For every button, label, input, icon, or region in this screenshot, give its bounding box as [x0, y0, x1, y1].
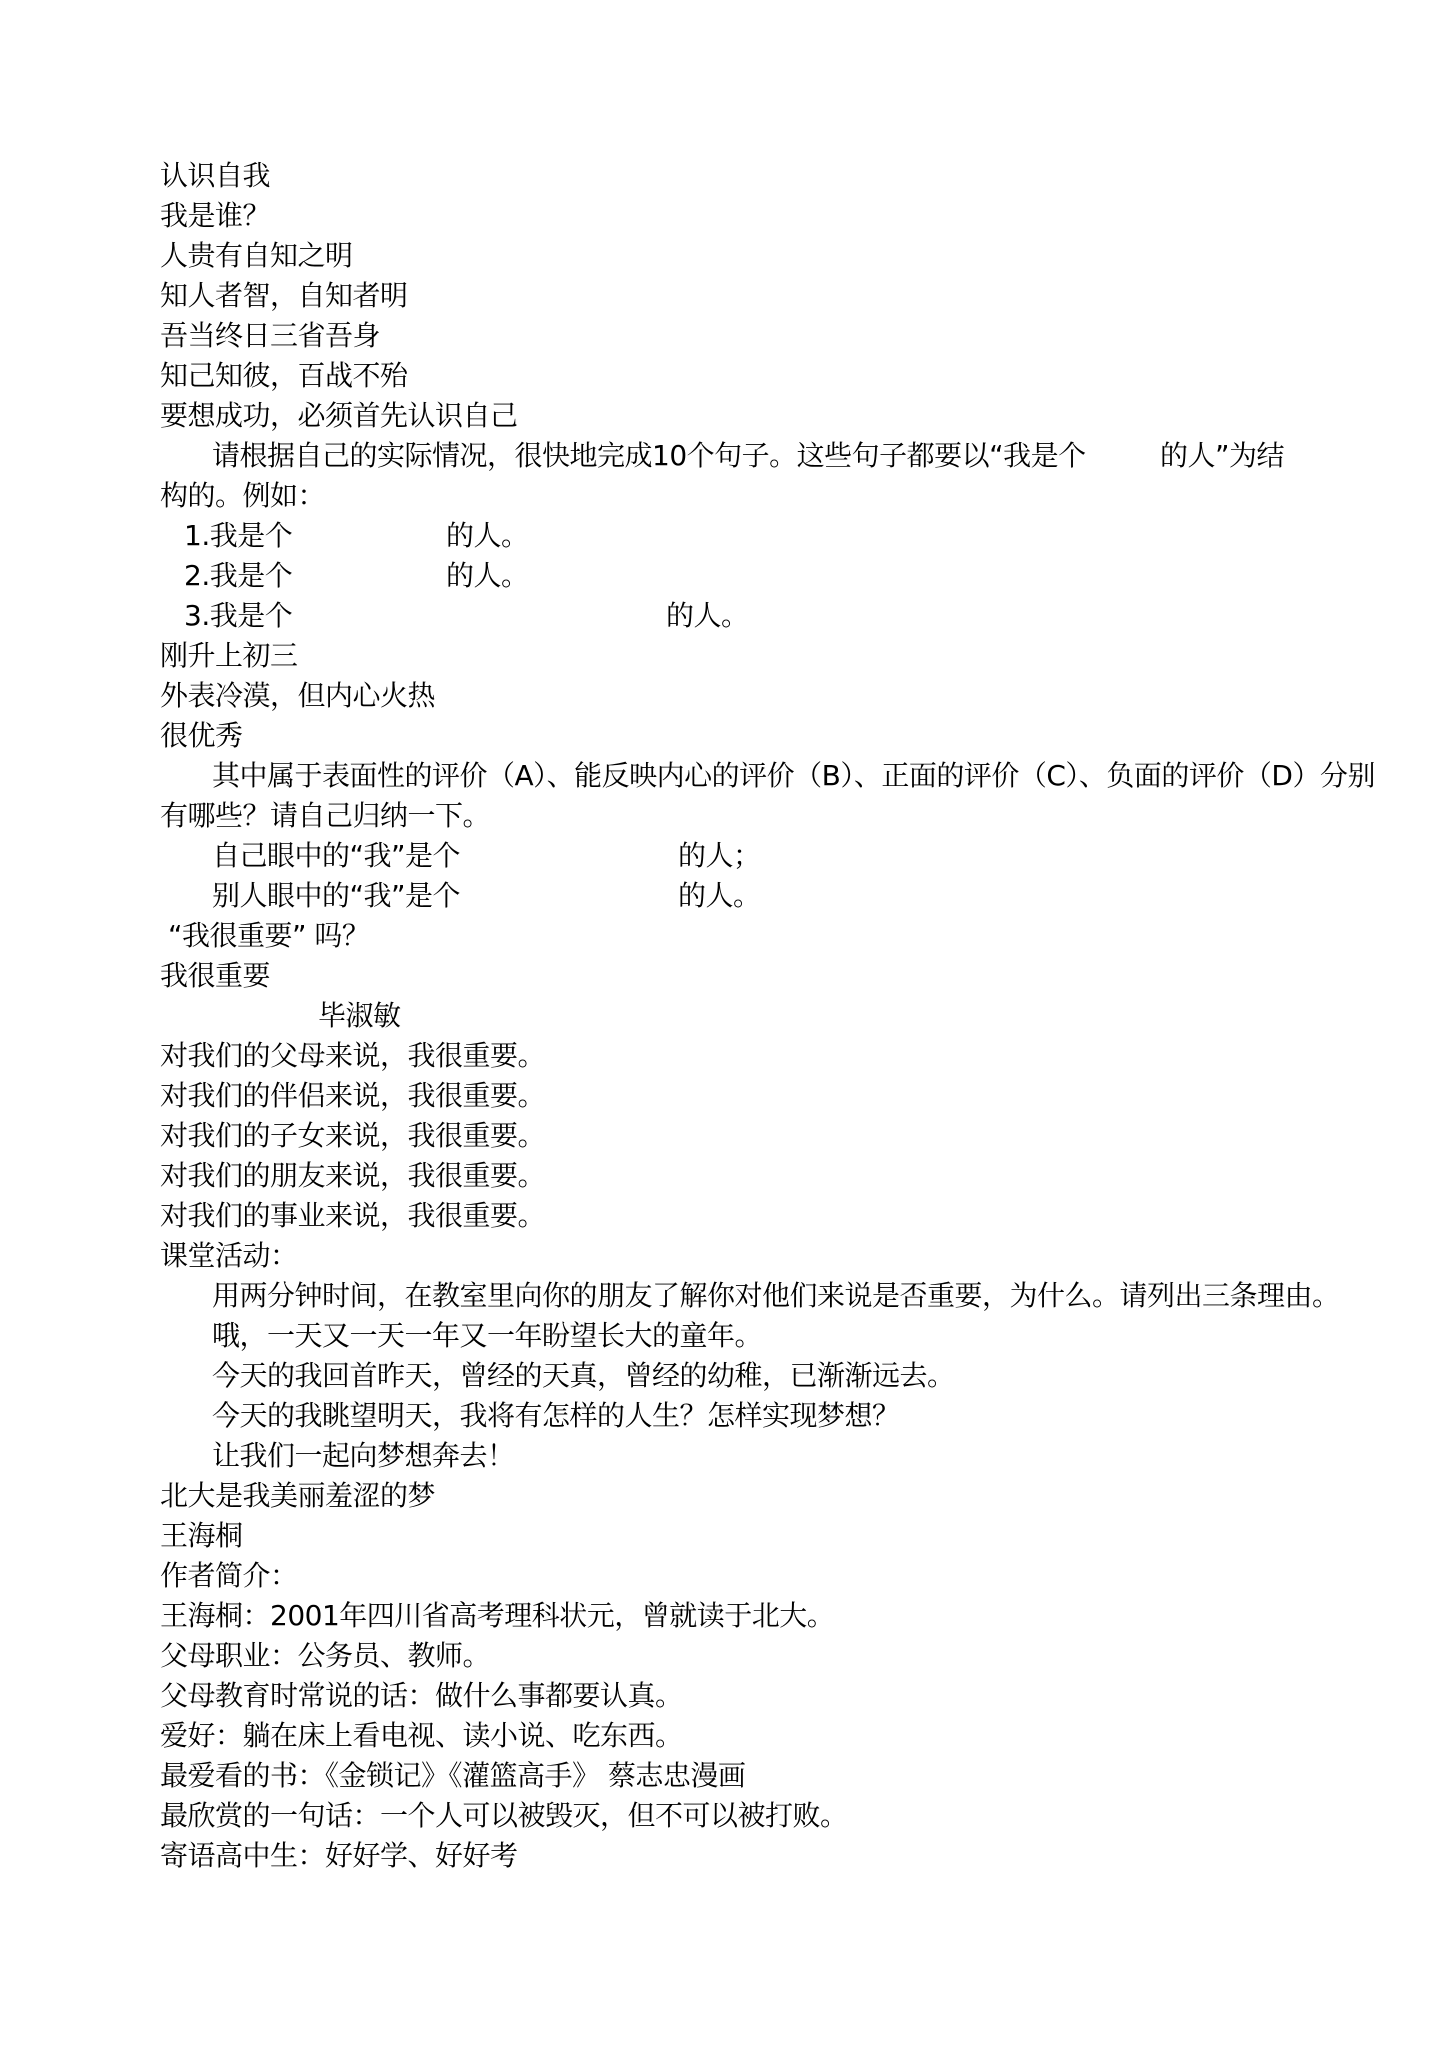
essay-line: 对我们的朋友来说，我很重要。 — [160, 1159, 546, 1192]
author-intro-line: 王海桐：2001年四川省高考理科状元，曾就读于北大。 — [160, 1599, 835, 1632]
self-view-start: 自己眼中的“我”是个 — [212, 839, 461, 872]
heading-recognize-self: 认识自我 — [160, 159, 271, 192]
example-end: 的人。 — [446, 519, 529, 552]
example-start: 1.我是个 — [184, 519, 293, 552]
question-am-i-important: “我很重要” 吗？ — [168, 919, 370, 952]
essay-author: 毕淑敏 — [318, 999, 401, 1032]
author-intro-line: 爱好：躺在床上看电视、读小说、吃东西。 — [160, 1719, 683, 1752]
reflection-line: 哦，一天又一天一年又一年盼望长大的童年。 — [212, 1319, 763, 1352]
self-description: 外表冷漠，但内心火热 — [160, 679, 436, 712]
example-end: 的人。 — [666, 599, 749, 632]
self-view-sentence — [0, 838, 1450, 874]
proverb-line: 知己知彼，百战不殆 — [160, 359, 408, 392]
author-intro-line: 最欣赏的一句话：一个人可以被毁灭，但不可以被打败。 — [160, 1799, 848, 1832]
essay-title: 我很重要 — [160, 959, 271, 992]
author-intro-line: 父母职业：公务员、教师。 — [160, 1639, 491, 1672]
others-view-sentence — [0, 878, 1450, 914]
essay-line: 对我们的事业来说，我很重要。 — [160, 1199, 546, 1232]
author-intro-line: 最爱看的书：《金锁记》《灌篮高手》 蔡志忠漫画 — [160, 1759, 746, 1792]
self-description: 很优秀 — [160, 719, 243, 752]
example-sentence — [0, 598, 1450, 634]
reflection-line: 今天的我眺望明天，我将有怎样的人生？怎样实现梦想？ — [212, 1399, 900, 1432]
author-intro-heading: 作者简介： — [160, 1559, 298, 1592]
instruction-paragraph-line — [0, 438, 1450, 474]
others-view-end: 的人。 — [678, 879, 761, 912]
self-description: 刚升上初三 — [160, 639, 298, 672]
evaluation-question-continuation: 有哪些？请自己归纳一下。 — [160, 799, 491, 832]
essay-line: 对我们的子女来说，我很重要。 — [160, 1119, 546, 1152]
reflection-line: 让我们一起向梦想奔去！ — [212, 1439, 515, 1472]
others-view-start: 别人眼中的“我”是个 — [212, 879, 461, 912]
reflection-line: 今天的我回首昨天，曾经的天真，曾经的幼稚，已渐渐远去。 — [212, 1359, 955, 1392]
article-title: 北大是我美丽羞涩的梦 — [160, 1479, 436, 1512]
author-intro-line: 父母教育时常说的话：做什么事都要认真。 — [160, 1679, 683, 1712]
instruction-text-end: 的人”为结 — [1160, 439, 1285, 472]
example-sentence — [0, 518, 1450, 554]
class-activity-heading: 课堂活动： — [160, 1239, 298, 1272]
essay-line: 对我们的伴侣来说，我很重要。 — [160, 1079, 546, 1112]
instruction-continuation: 构的。例如： — [160, 479, 326, 512]
self-view-end: 的人； — [678, 839, 761, 872]
evaluation-question: 其中属于表面性的评价（A）、能反映内心的评价（B）、正面的评价（C）、负面的评价（D）分别 — [212, 759, 1375, 792]
proverb-line: 知人者智，自知者明 — [160, 279, 408, 312]
example-end: 的人。 — [446, 559, 529, 592]
proverb-line: 要想成功，必须首先认识自己 — [160, 399, 518, 432]
example-start: 2.我是个 — [184, 559, 293, 592]
essay-line: 对我们的父母来说，我很重要。 — [160, 1039, 546, 1072]
class-activity-text: 用两分钟时间，在教室里向你的朋友了解你对他们来说是否重要，为什么。请列出三条理由。 — [212, 1279, 1340, 1312]
heading-who-am-i: 我是谁？ — [160, 199, 271, 232]
proverb-line: 人贵有自知之明 — [160, 239, 353, 272]
article-author: 王海桐 — [160, 1519, 243, 1552]
example-sentence — [0, 558, 1450, 594]
author-intro-line: 寄语高中生：好好学、好好考 — [160, 1839, 518, 1872]
example-start: 3.我是个 — [184, 599, 293, 632]
instruction-text: 请根据自己的实际情况，很快地完成10个句子。这些句子都要以“我是个 — [212, 439, 1086, 472]
proverb-line: 吾当终日三省吾身 — [160, 319, 381, 352]
